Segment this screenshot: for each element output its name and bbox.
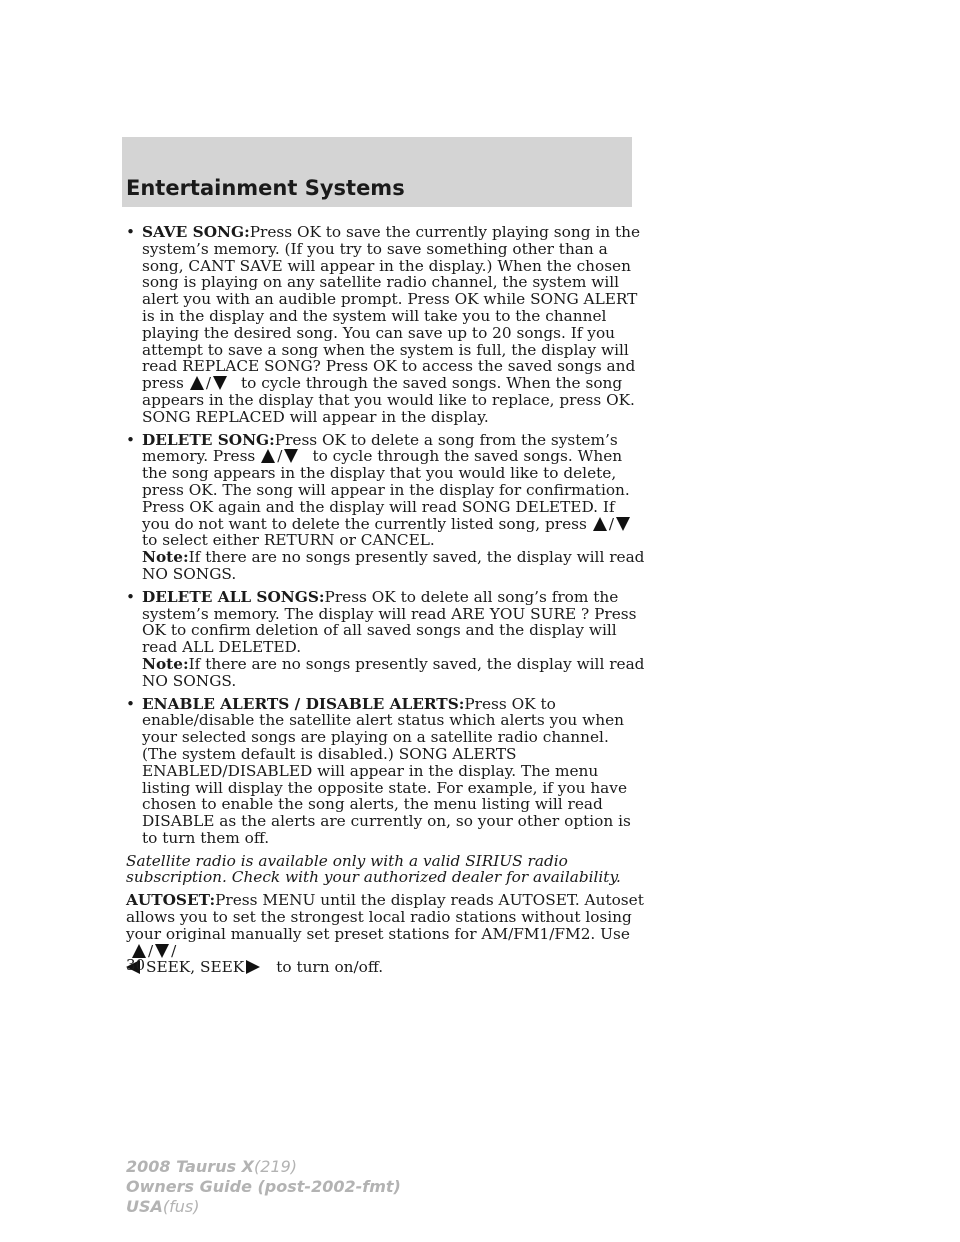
note-label: Note: [142, 654, 189, 673]
footer-line-2: Owners Guide (post-2002-fmt) [126, 1177, 401, 1196]
item-label: DELETE SONG: [142, 430, 275, 449]
footer-market: USA [126, 1197, 163, 1216]
slash: / [608, 514, 614, 533]
list-item-delete-all-songs [126, 589, 646, 690]
item-label: SAVE SONG: [142, 223, 250, 241]
note [142, 549, 646, 583]
slash: / [171, 941, 177, 960]
satellite-note: Satellite radio is available only with a valid SIRIUS radio subscription. Check with your authorized dealer for availability. [126, 851, 621, 887]
list-item-enable-disable-alerts [126, 696, 646, 847]
autoset-text: to turn on/off. [276, 958, 384, 977]
up-arrow-icon [261, 449, 275, 463]
list-item-delete-song [126, 432, 646, 583]
down-arrow-icon [155, 944, 169, 958]
item-text: to select either RETURN or CANCEL. [142, 531, 435, 550]
bullet: • [126, 223, 136, 241]
item-text: Press OK to delete a song from the system’s memory. Press [142, 430, 618, 466]
item-text: Press OK to enable/disable the satellite alert status which alerts you when your selected songs are playing on a satellite radio channel. (The system default is disabled.) SONG ALERTS ENABLED/DISABLED will appear in the display. The menu listing will display the opposite state. For example, if you have chosen to enable the song alerts, the menu listing will read DISABLE as the alerts are currently on, so your other option is to turn them off. [142, 694, 631, 847]
seek-text: SEEK, SEEK [146, 958, 245, 977]
down-arrow-icon [616, 517, 630, 531]
item-text: Press OK to save the currently playing song in the system’s memory. (If you try to save something other than a song, CANT SAVE will appear in the display.) When the chosen song is playing on any satellite radio channel, the system will alert you with an audible prompt. Press OK while SONG ALERT is in the display and the system will take you to the channel playing the desired song. You can save up to 20 songs. If you attempt to save a song when the system is full, the display will read REPLACE SONG? Press OK to access the saved songs and press [142, 223, 641, 393]
up-arrow-icon [593, 517, 607, 531]
footer-line-1 [126, 1157, 401, 1177]
item-label: ENABLE ALERTS / DISABLE ALERTS: [142, 694, 465, 713]
note-text: If there are no songs presently saved, the display will read NO SONGS. [142, 548, 645, 583]
bullet: • [126, 587, 136, 606]
autoset-paragraph [126, 892, 646, 976]
slash: / [148, 941, 154, 960]
autoset-text: Press MENU until the display reads AUTOSET. Autoset allows you to set the strongest local radio stations without losing your original manually set preset stations for AM/FM1/FM2. Use [126, 891, 644, 943]
up-arrow-icon [190, 376, 204, 390]
item-text: to cycle through the saved songs. When the song appears in the display that you would like to replace, press OK. SONG REPLACED will appear in the display. [142, 374, 635, 426]
page-number: 30 [126, 956, 146, 974]
right-arrow-icon [246, 960, 260, 974]
down-arrow-icon [284, 449, 298, 463]
bullet: • [126, 694, 136, 713]
page-title: Entertainment Systems [126, 176, 405, 200]
note [142, 656, 646, 690]
page-content [126, 224, 646, 982]
footer-market-code: (fus) [162, 1197, 200, 1216]
slash: / [277, 447, 283, 466]
bullet: • [126, 430, 136, 449]
footer-line-3 [126, 1197, 401, 1217]
down-arrow-icon [213, 376, 227, 390]
slash: / [205, 374, 212, 393]
footer-code: (219) [254, 1157, 298, 1176]
list-item-save-song [126, 224, 646, 426]
item-label: DELETE ALL SONGS: [142, 587, 325, 606]
footer-model: 2008 Taurus X [126, 1157, 255, 1176]
note-text: If there are no songs presently saved, the display will read NO SONGS. [142, 654, 645, 690]
item-text: Press OK to delete all song’s from the system’s memory. The display will read ARE YOU SURE ? Press OK to confirm deletion of all saved songs and the display will read ALL DELETED. [142, 587, 637, 657]
footer [126, 1157, 401, 1217]
note-label: Note: [142, 548, 189, 567]
autoset-label: AUTOSET: [126, 891, 216, 910]
item-text: to cycle through the saved songs. When the song appears in the display that you would like to delete, press OK. The song will appear in the display for confirmation. Press OK again and the display will read SONG DELETED. If you do not want to delete the currently listed song, press [142, 447, 630, 533]
